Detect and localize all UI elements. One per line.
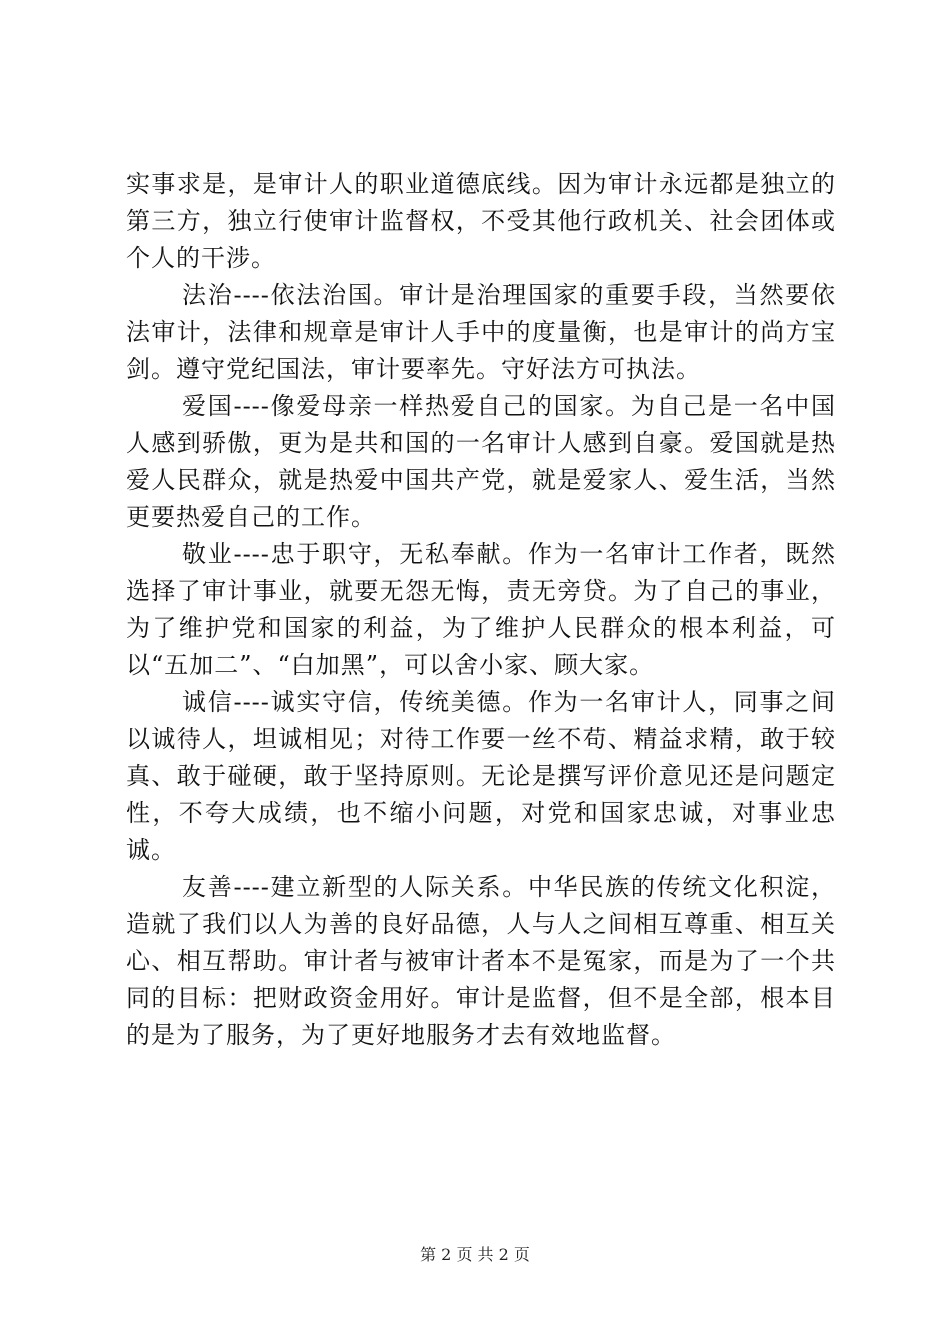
paragraph-rule-of-law: 法治----依法治国。审计是治理国家的重要手段，当然要依法审计，法律和规章是审计人手中的度量衡，也是审计的尚方宝剑。遵守党纪国法，审计要率先。守好法方可执法。 [126, 281, 836, 383]
paragraph-integrity: 诚信----诚实守信，传统美德。作为一名审计人，同事之间以诚待人，坦诚相见；对待工作要一丝不苟、精益求精，敢于较真、敢于碰硬，敢于坚持原则。无论是撰写评价意见还是问题定性，不夸大成绩，也不缩小问题，对党和国家忠诚，对事业忠诚。 [126, 688, 836, 864]
paragraph-continued: 实事求是，是审计人的职业道德底线。因为审计永远都是独立的第三方，独立行使审计监督权，不受其他行政机关、社会团体或个人的干涉。 [126, 170, 836, 272]
paragraph-dedication: 敬业----忠于职守，无私奉献。作为一名审计工作者，既然选择了审计事业，就要无怨无悔，责无旁贷。为了自己的事业，为了维护党和国家的利益，为了维护人民群众的根本利益，可以“五加二”、“白加黑”，可以舍小家、顾大家。 [126, 540, 836, 679]
document-body [126, 166, 836, 1054]
page-number-footer: 第 2 页 共 2 页 [420, 1245, 530, 1264]
paragraph-friendliness: 友善----建立新型的人际关系。中华民族的传统文化积淀，造就了我们以人为善的良好品德，人与人之间相互尊重、相互关心、相互帮助。审计者与被审计者本不是冤家，而是为了一个共同的目标：把财政资金用好。审计是监督，但不是全部，根本目的是为了服务，为了更好地服务才去有效地监督。 [126, 873, 836, 1049]
paragraph-patriotism: 爱国----像爱母亲一样热爱自己的国家。为自己是一名中国人感到骄傲，更为是共和国的一名审计人感到自豪。爱国就是热爱人民群众，就是热爱中国共产党，就是爱家人、爱生活，当然更要热爱自己的工作。 [126, 392, 836, 531]
